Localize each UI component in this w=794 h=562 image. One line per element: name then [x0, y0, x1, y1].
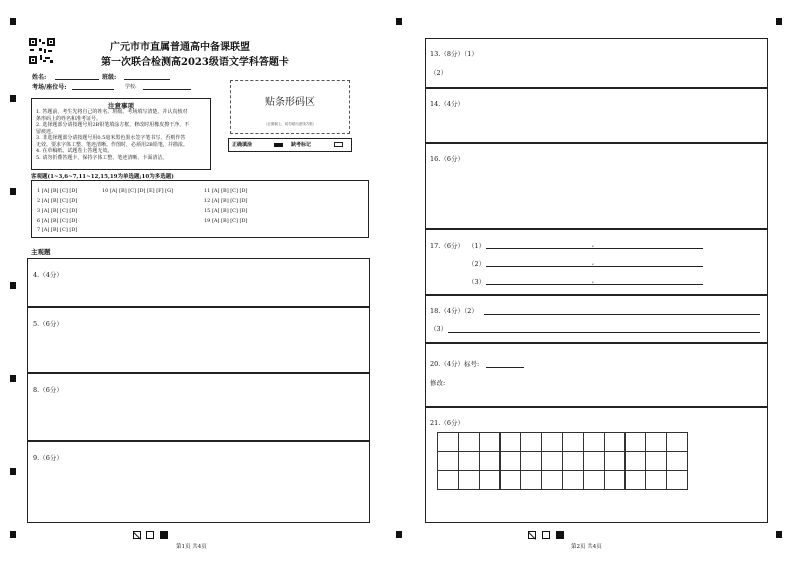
notice-line: 5. 请勿折叠答题卡，保持字体工整、笔迹清晰、卡面清洁。: [36, 154, 168, 161]
registration-mark: [396, 531, 402, 538]
registration-mark: [10, 18, 16, 25]
registration-mark: [10, 282, 16, 289]
page-marker: [146, 531, 154, 539]
grid-cell[interactable]: [625, 451, 647, 471]
sub-question-label: （2）: [468, 260, 486, 268]
notice-line: 3. 非选择题部分请按题号用0.5毫米黑色墨水签字笔书写，否则作答: [36, 135, 186, 141]
name-field[interactable]: [55, 79, 99, 80]
answer-box-q18[interactable]: [425, 295, 768, 343]
grid-cell[interactable]: [479, 470, 501, 490]
correct-fill-sample: [274, 143, 283, 147]
question-label: 20.（4分）标号:: [430, 360, 480, 368]
notice-title: 注意事项: [108, 102, 134, 110]
question-label: 17.（6分）: [430, 242, 464, 250]
grid-cell[interactable]: [562, 432, 584, 452]
grid-cell[interactable]: [541, 451, 563, 471]
answer-box-q8[interactable]: [27, 373, 370, 441]
grid-cell[interactable]: [437, 432, 459, 452]
grid-cell[interactable]: [645, 432, 667, 452]
grid-cell[interactable]: [500, 432, 522, 452]
answer-line[interactable]: [486, 248, 703, 249]
sub-question-label: （3）: [468, 278, 486, 286]
registration-mark: [10, 468, 16, 475]
separator: ,: [592, 258, 595, 266]
grid-cell[interactable]: [520, 451, 542, 471]
grid-cell[interactable]: [479, 451, 501, 471]
answer-box-q9[interactable]: [27, 441, 370, 523]
grid-cell[interactable]: [625, 432, 647, 452]
grid-cell[interactable]: [562, 451, 584, 471]
question-label: 5.（6分）: [33, 320, 63, 328]
registration-mark: [10, 531, 16, 538]
page-marker: [556, 531, 564, 539]
grid-cell[interactable]: [458, 451, 480, 471]
answer-box-q5[interactable]: [27, 307, 370, 373]
registration-mark: [776, 531, 782, 538]
question-label: 18.（4分）（2）: [430, 307, 478, 315]
page-marker: [160, 531, 168, 539]
grid-cell[interactable]: [666, 470, 688, 490]
grid-cell[interactable]: [666, 451, 688, 471]
barcode-area: [230, 80, 350, 134]
notice-line: 4. 在草稿纸、试题卷上答题无效。: [36, 148, 113, 154]
choice-row[interactable]: 12 [A] [B] [C] [D]: [204, 198, 248, 204]
grid-cell[interactable]: [500, 451, 522, 471]
answer-line[interactable]: [484, 314, 760, 315]
grid-cell[interactable]: [520, 432, 542, 452]
correct-fill-label: 正确填涂: [232, 142, 253, 148]
choice-row[interactable]: 15 [A] [B] [C] [D]: [204, 208, 248, 214]
choice-row[interactable]: 3 [A] [B] [C] [D]: [37, 208, 78, 214]
qr-code-icon: [29, 38, 55, 64]
absent-mark-box[interactable]: [334, 142, 343, 147]
question-label: 14.（4分）: [430, 100, 464, 108]
choice-row[interactable]: 1 [A] [B] [C] [D]: [37, 188, 78, 194]
registration-mark: [10, 188, 16, 195]
answer-line[interactable]: [448, 332, 760, 333]
grid-cell[interactable]: [541, 432, 563, 452]
choice-row[interactable]: 6 [A] [B] [C] [D]: [37, 218, 78, 224]
registration-mark: [10, 95, 16, 102]
answer-box-q17[interactable]: [425, 229, 768, 295]
grid-cell[interactable]: [541, 470, 563, 490]
choice-row[interactable]: 11 [A] [B] [C] [D]: [204, 188, 248, 194]
answer-box-q14[interactable]: [425, 88, 768, 143]
question-label: 9.（6分）: [33, 454, 63, 462]
notice-line: 留痕迹。: [36, 128, 57, 135]
page-number: 第1页 共4页: [176, 544, 207, 550]
grid-cell[interactable]: [645, 451, 667, 471]
name-label: 姓名:: [32, 74, 47, 81]
barcode-title: 贴条形码区: [265, 97, 315, 108]
exam-seat-field[interactable]: [72, 89, 114, 90]
question-label: 21.（6分）: [430, 419, 464, 427]
grid-cell[interactable]: [645, 470, 667, 490]
absent-mark-label: 缺考标记: [291, 142, 312, 148]
class-field[interactable]: [124, 79, 170, 80]
grid-cell[interactable]: [583, 451, 605, 471]
answer-line[interactable]: [486, 266, 703, 267]
registration-mark: [776, 18, 782, 25]
answer-line[interactable]: [486, 284, 703, 285]
answer-line[interactable]: [486, 367, 524, 368]
notice-line: 1. 答题前，考生先将自己的姓名、班级、考场填写清楚，并认真核对: [36, 109, 188, 115]
registration-mark: [396, 18, 402, 25]
answer-box-q4[interactable]: [27, 258, 370, 307]
school-field[interactable]: [143, 89, 191, 90]
answer-box-q13[interactable]: [425, 38, 768, 88]
answer-box-q16[interactable]: [425, 143, 768, 229]
objective-heading: 客观题(1~3,6~7,11~12,15,19为单选题;10为多选题): [31, 174, 174, 180]
grid-cell[interactable]: [520, 470, 542, 490]
notice-box: [31, 98, 211, 170]
page-number: 第2页 共4页: [571, 544, 602, 550]
objective-answer-area: [31, 180, 369, 238]
school-label: 学校:: [125, 84, 137, 90]
subjective-heading: 主观题: [31, 248, 51, 256]
sub-question-label: （1）: [468, 242, 486, 250]
notice-line: 条形码上的姓名和准考证号。: [36, 115, 102, 122]
grid-cell[interactable]: [458, 470, 480, 490]
fill-legend: [228, 138, 352, 152]
question-label: 13.（8分）（1）: [430, 50, 478, 58]
question-label: 8.（6分）: [33, 386, 63, 394]
question-label: 4.（4分）: [33, 271, 63, 279]
answer-box-q20[interactable]: [425, 343, 768, 407]
grid-cell[interactable]: [500, 470, 522, 490]
sub-question-label: （3）: [430, 325, 448, 333]
sub-question-label: 修改:: [430, 379, 446, 387]
separator: ,: [592, 276, 595, 284]
writing-grid[interactable]: [437, 432, 687, 489]
choice-row[interactable]: 10 [A] [B] [C] [D] [E] [F] [G]: [102, 188, 174, 194]
grid-cell[interactable]: [437, 451, 459, 471]
page-marker: [542, 531, 550, 539]
grid-cell[interactable]: [604, 432, 626, 452]
choice-row[interactable]: 2 [A] [B] [C] [D]: [37, 198, 78, 204]
question-label: 16.（6分）: [430, 155, 464, 163]
page-marker: [528, 531, 536, 539]
choice-row[interactable]: 7 [A] [B] [C] [D]: [37, 227, 78, 233]
grid-cell[interactable]: [604, 470, 626, 490]
separator: ,: [592, 240, 595, 248]
grid-cell[interactable]: [625, 470, 647, 490]
page-marker: [133, 531, 141, 539]
grid-cell[interactable]: [583, 432, 605, 452]
class-label: 班级:: [102, 74, 117, 81]
grid-cell[interactable]: [666, 432, 688, 452]
grid-cell[interactable]: [583, 470, 605, 490]
barcode-note: （正面朝上，切勿贴出虚线方框）: [263, 122, 317, 126]
title-line-2: 第一次联合检测高2023级语文学科答题卡: [101, 57, 289, 68]
choice-row[interactable]: 19 [A] [B] [C] [D]: [204, 218, 248, 224]
grid-cell[interactable]: [479, 432, 501, 452]
title-line-1: 广元市市直属普通高中备课联盟: [110, 42, 250, 53]
grid-cell[interactable]: [562, 470, 584, 490]
exam-seat-label: 考场/座位号:: [32, 84, 67, 91]
answer-box-q21[interactable]: [425, 407, 768, 523]
registration-mark: [10, 375, 16, 382]
notice-line: 2. 选择题部分请按题号用2B铅笔填涂方框，修改时用橡皮擦干净，不: [36, 122, 190, 128]
notice-line: 无效。要求字体工整、笔迹清晰。作图时，必须用2B铅笔，并描浓。: [36, 141, 188, 148]
sub-question-label: （2）: [430, 69, 448, 77]
grid-cell[interactable]: [604, 451, 626, 471]
grid-cell[interactable]: [437, 470, 459, 490]
grid-cell[interactable]: [458, 432, 480, 452]
